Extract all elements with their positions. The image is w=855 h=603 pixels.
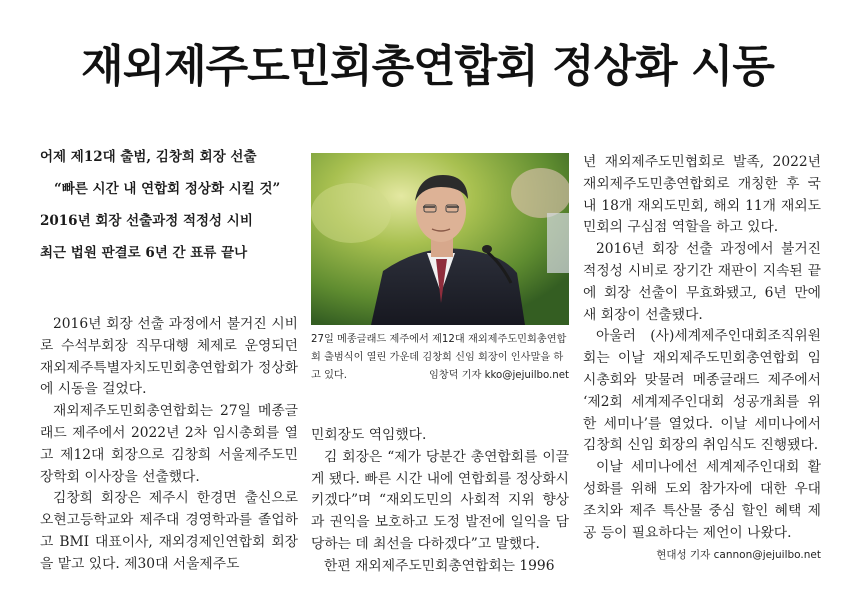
article-column-1 — [40, 314, 298, 576]
paragraph: 2016년 회장 선출 과정에서 불거진 적정성 시비로 장기간 재판이 지속된 끝에 회장 선출이 무효화됐고, 6년 만에 새 회장이 선출됐다. — [583, 241, 821, 323]
paragraph: 김창희 회장은 제주시 한경면 출신으로 오현고등학교와 제주대 경영학과를 졸업하고 BMI 대표이사, 재외경제인연합회 회장을 맡고 있다. 제30대 서울제주도 — [40, 490, 298, 572]
subheads — [40, 148, 300, 276]
paragraph: 김 회장은 “제가 당분간 총연합회를 이끌게 됐다. 빠른 시간 내에 연합회를 정상화시키겠다”며 “재외도민의 사회적 지위 향상과 권익을 보호하고 도정 발전에 일익을 담당하는 데 최선을 다하겠다”고 말했다. — [311, 448, 569, 552]
subhead-4: 최근 법원 판결로 6년 간 표류 끝나 — [40, 245, 248, 261]
paragraph: 한편 재외제주도민회총연합회는 1996 — [324, 557, 555, 574]
paragraph: 민회장도 역임했다. — [311, 427, 427, 443]
photo-credit: 임창덕 기자 kko@jejuilbo.net — [428, 370, 569, 381]
subhead-3: 2016년 회장 선출과정 적정성 시비 — [40, 213, 253, 229]
headline: 재외제주도민회총연합회 정상화 시동 — [81, 41, 774, 92]
paragraph: 2016년 회장 선출 과정에서 불거진 시비로 수석부회장 직무대행 체제로 운영되던 재외제주특별자치도민회총연합회가 정상화에 시동을 걸었다. — [40, 316, 298, 398]
speaker-photo — [311, 153, 569, 325]
article-column-3 — [583, 152, 821, 564]
paragraph: 년 재외제주도민협회로 발족, 2022년 재외제주도민총연합회로 개칭한 후 국내 18개 재외도민회, 해외 11개 재외도민회의 구심점 역할을 하고 있다. — [583, 154, 821, 236]
article-column-2 — [311, 425, 569, 578]
paragraph: 아울러 (사)세계제주인대회조직위원회는 이날 재외제주도민회총연합회 임시총회와 맞물려 메종글래드 제주에서 ‘제2회 세계제주인대회 성공개최를 위한 세미나’를 열었다. 이날 세미나에서 김창희 신임 회장의 취임식도 진행됐다. — [583, 328, 821, 454]
reporter-byline: 현대성 기자 cannon@jejuilbo.net — [656, 549, 821, 562]
paragraph: 이날 세미나에선 세계제주인대회 활성화를 위해 도외 참가자에 대한 우대 조치와 제주 특산물 중심 할인 혜택 제공 등이 필요하다는 제언이 나왔다. — [583, 459, 821, 541]
caption-text: 27일 메종글래드 제주에서 제12대 재외제주도민회총연합회 출범식이 열린 가운데 김창희 신임 회장이 인사말을 하고 있다. — [311, 334, 567, 381]
paragraph: 재외제주도민회총연합회는 27일 메종글래드 제주에서 2022년 2차 임시총회를 열고 제12대 회장으로 김창희 서울제주도민장학회 이사장을 선출했다. — [40, 403, 298, 485]
subhead-2: “빠른 시간 내 연합회 정상화 시킬 것” — [54, 181, 281, 197]
subhead-1: 어제 제12대 출범, 김창희 회장 선출 — [40, 149, 257, 165]
article-photo — [311, 153, 569, 325]
photo-caption — [311, 331, 569, 385]
